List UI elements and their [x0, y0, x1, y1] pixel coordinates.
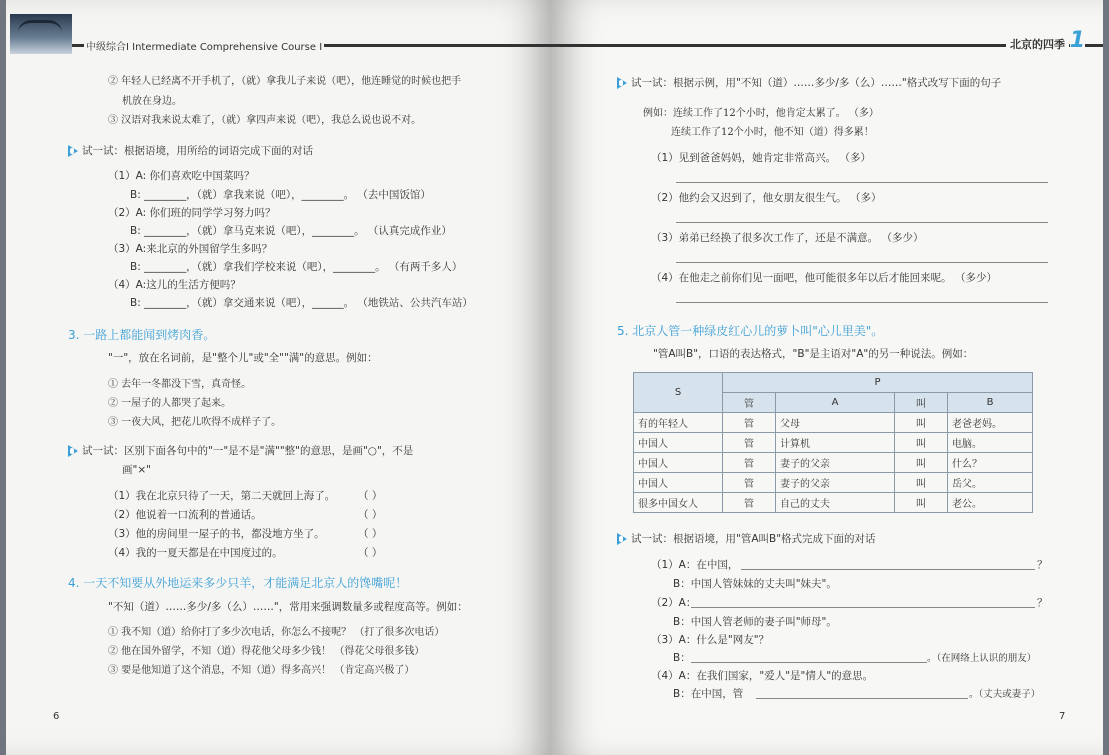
table-cell: 电脑。: [948, 433, 1033, 453]
arrow-icon: [617, 533, 627, 545]
dialog-line: B: ________，（就）拿我来说（吧），________。 （去中国饭馆）: [130, 189, 431, 201]
section-description: "不知（道）……多少/多（么）……"，常用来强调数量多或程度高等。例如：: [108, 601, 468, 613]
table-row: [634, 493, 1033, 513]
arrow-icon: [617, 77, 627, 89]
exercise-heading: [617, 75, 1001, 90]
lesson-title: 北京的四季: [1006, 36, 1069, 52]
example-line: ② 他在国外留学，不知（道）得花他父母多少钱！ （得花父母很多钱）: [108, 646, 425, 657]
table-header-p: P: [723, 373, 1033, 393]
dialog-line: （2）A：: [651, 597, 697, 609]
table-cell: 妻子的父亲: [776, 453, 895, 473]
dialog-line: （1）A: 你们喜欢吃中国菜吗？: [108, 170, 255, 182]
book-title: 中级综合Ⅰ Intermediate Comprehensive Course Ⅰ: [84, 38, 324, 53]
table-cell: 中国人: [634, 453, 723, 473]
arrow-icon: [68, 145, 78, 157]
page-number: 6: [53, 711, 60, 722]
dialog-line: B：在中国，管: [673, 688, 744, 700]
table-cell: 父母: [776, 413, 895, 433]
dialog-line: B：中国人管老师的妻子叫"师母"。: [673, 616, 837, 628]
exercise-heading: [68, 443, 413, 458]
table-cell: 岳父。: [948, 473, 1033, 493]
exercise-heading: [68, 143, 313, 158]
answer-line[interactable]: [676, 302, 1048, 303]
section-title: 4. 一天不知要从外地运来多少只羊，才能满足北京人的馋嘴呢！: [68, 576, 408, 590]
table-cell: 计算机: [776, 433, 895, 453]
right-page: [551, 0, 1103, 755]
lesson-number: 1: [1069, 28, 1085, 53]
section-title: 5. 北京人管一种绿皮红心儿的萝卜叫"心儿里美"。: [617, 324, 884, 338]
table-cell: 管: [723, 413, 776, 433]
hint-text: 。（在网络上认识的朋友）: [927, 653, 1037, 664]
answer-paren[interactable]: （ ）: [358, 509, 383, 521]
answer-line[interactable]: [741, 569, 1035, 570]
example-line: ③ 汉语对我来说太难了，（就）拿四声来说（吧），我总么说也说不对。: [108, 115, 422, 126]
table-cell: 老公。: [948, 493, 1033, 513]
exercise-title: 试一试：根据语境，用所给的词语完成下面的对话: [82, 145, 313, 157]
left-header: [6, 0, 551, 55]
answer-line[interactable]: [676, 262, 1048, 263]
answer-line[interactable]: [676, 182, 1048, 183]
pagoda-header-image: [10, 14, 72, 54]
dialog-line: （4）A:这儿的生活方便吗？: [108, 279, 241, 291]
exercise-title: 试一试：区别下面各句中的"一"是不是"满""整"的意思，是画"○"，不是: [82, 445, 414, 457]
dialog-line: B: ________，（就）拿马克来说（吧），________。 （认真完成作业）: [130, 225, 452, 237]
example-line: ① 我不知（道）给你打了多少次电话，你怎么不接呢？ （打了很多次电话）: [108, 627, 445, 638]
dialog-line: （3）A：什么是"网友"？: [651, 634, 770, 646]
dialog-line: B：中国人管妹妹的丈夫叫"妹夫"。: [673, 578, 837, 590]
example-line: 连续工作了12个小时，他不知（道）得多累！: [671, 127, 874, 138]
table-header-a: A: [776, 393, 895, 413]
answer-paren[interactable]: （ ）: [358, 528, 383, 540]
example-line: ③ 要是他知道了这个消息，不知（道）得多高兴！ （肯定高兴极了）: [108, 665, 415, 676]
exercise-item: （4）在他走之前你们见一面吧，他可能很多年以后才能回来呢。 （多少）: [651, 272, 998, 284]
table-cell: 叫: [895, 453, 948, 473]
example-line: ② 一屋子的人都哭了起来。: [108, 398, 232, 409]
exercise-title: 试一试：根据示例，用"不知（道）……多少/多（么）……"格式改写下面的句子: [631, 77, 1002, 89]
answer-line[interactable]: [676, 222, 1048, 223]
table-row: [634, 413, 1033, 433]
hint-text: 。（丈夫或妻子）: [969, 689, 1041, 700]
exercise-item: （3）弟弟已经换了很多次工作了，还是不满意。 （多少）: [651, 232, 924, 244]
page-number: 7: [1059, 711, 1066, 722]
exercise-item: （1）我在北京只待了一天，第二天就回上海了。: [108, 490, 336, 502]
table-header-s: S: [634, 373, 723, 413]
table-row: [634, 433, 1033, 453]
table-header-guan: 管: [723, 393, 776, 413]
table-header-jiao: 叫: [895, 393, 948, 413]
table-cell: 叫: [895, 473, 948, 493]
left-page: [6, 0, 551, 755]
table-cell: 叫: [895, 433, 948, 453]
exercise-title: 试一试：根据语境，用"管A叫B"格式完成下面的对话: [631, 533, 876, 545]
example-line: ③ 一夜大风，把花儿吹得不成样子了。: [108, 417, 282, 428]
table-cell: 自己的丈夫: [776, 493, 895, 513]
dialog-line: （4）A：在我们国家，"爱人"是"情人"的意思。: [651, 670, 874, 682]
table-header-b: B: [948, 393, 1033, 413]
table-cell: 叫: [895, 493, 948, 513]
exercise-item: （4）我的一夏天都是在中国度过的。: [108, 547, 283, 559]
exercise-item: （2）他约会又迟到了，他女朋友很生气。 （多）: [651, 192, 882, 204]
exercise-title-cont: 画"×": [122, 464, 151, 476]
answer-line[interactable]: [691, 607, 1035, 608]
table-cell: 管: [723, 473, 776, 493]
example-line: ① 去年一冬都没下雪，真奇怪。: [108, 379, 252, 390]
answer-paren[interactable]: （ ）: [358, 547, 383, 559]
dialog-line: B：: [673, 652, 691, 664]
exercise-item: （3）他的房间里一屋子的书，都没地方坐了。: [108, 528, 325, 540]
section-description: "一"，放在名词前，是"整个儿"或"全""满"的意思。例如：: [108, 352, 378, 364]
exercise-heading: [617, 531, 876, 546]
table-cell: 中国人: [634, 473, 723, 493]
table-cell: 老爸老妈。: [948, 413, 1033, 433]
table-cell: 妻子的父亲: [776, 473, 895, 493]
table-row: [634, 473, 1033, 493]
answer-line[interactable]: [756, 698, 968, 699]
table-cell: 管: [723, 453, 776, 473]
question-mark: ？: [1037, 597, 1048, 609]
example-line: ② 年轻人已经离不开手机了，（就）拿我儿子来说（吧），他连睡觉的时候也把手: [108, 76, 462, 87]
dialog-line: （1）A：在中国，: [651, 559, 739, 571]
table-cell: 中国人: [634, 433, 723, 453]
table-cell: 什么？: [948, 453, 1033, 473]
question-mark: ？: [1037, 559, 1048, 571]
table-cell: 叫: [895, 413, 948, 433]
exercise-item: （2）他说着一口流利的普通话。: [108, 509, 262, 521]
exercise-item: （1）见到爸爸妈妈，她肯定非常高兴。 （多）: [651, 152, 872, 164]
table-cell: 管: [723, 433, 776, 453]
dialog-line: （2）A: 你们班的同学学习努力吗？: [108, 207, 276, 219]
table-cell: 很多中国女人: [634, 493, 723, 513]
pattern-table: [633, 372, 1033, 513]
example-line: 例如：连续工作了12个小时，他肯定太累了。 （多）: [643, 108, 879, 119]
arrow-icon: [68, 445, 78, 457]
section-description: "管A叫B"，口语的表达格式，"B"是主语对"A"的另一种说法。例如：: [653, 348, 974, 360]
dialog-line: （3）A:来北京的外国留学生多吗？: [108, 243, 273, 255]
answer-line[interactable]: [691, 662, 927, 663]
dialog-line: B: ________，（就）拿交通来说（吧），______。 （地铁站、公共汽车站）: [130, 297, 473, 309]
answer-paren[interactable]: （ ）: [358, 490, 383, 502]
section-title: 3. 一路上都能闻到烤肉香。: [68, 328, 216, 342]
example-line: 机放在身边。: [122, 96, 182, 107]
table-cell: 有的年轻人: [634, 413, 723, 433]
dialog-line: B: ________，（就）拿我们学校来说（吧），________。 （有两千多人）: [130, 261, 463, 273]
table-cell: 管: [723, 493, 776, 513]
table-row: [634, 453, 1033, 473]
